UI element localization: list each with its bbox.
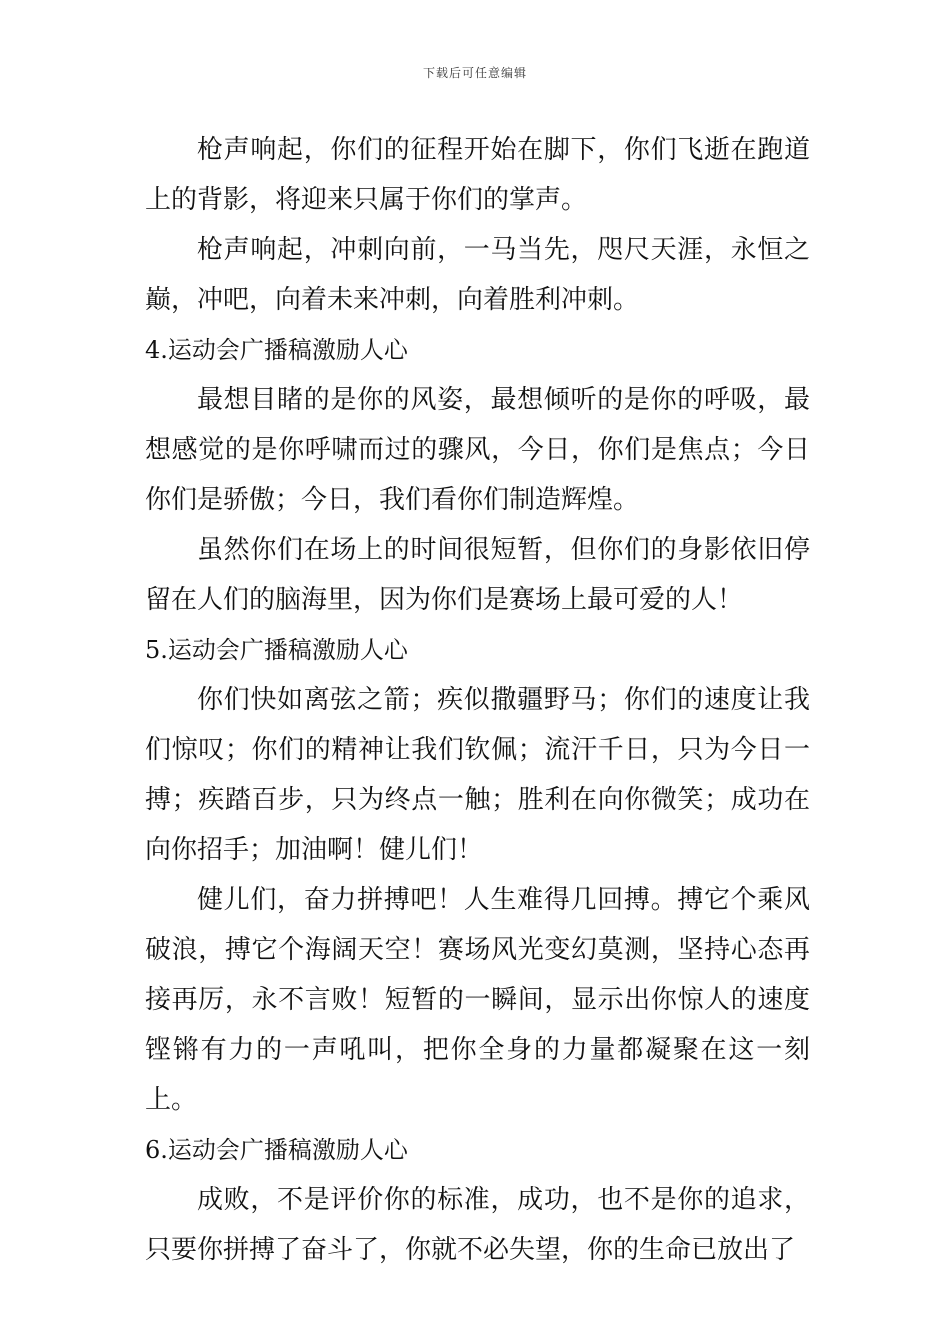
section-heading-6: 6.运动会广播稿激励人心 — [145, 1136, 408, 1164]
header-note: 下载后可任意编辑 — [422, 66, 527, 80]
paragraph-3: 最想目睹的是你的风姿，最想倾听的是你的呼吸，最想感觉的是你呼啸而过的骤风，今日，你们是焦点；今日你们是骄傲；今日，我们看你们制造辉煌。 — [145, 385, 810, 515]
paragraph-5: 你们快如离弦之箭；疾似撒疆野马；你们的速度让我们惊叹；你们的精神让我们钦佩；流汗千日，只为今日一搏；疾踏百步，只为终点一触；胜利在向你微笑；成功在向你招手；加油啊！健儿们！ — [145, 685, 810, 865]
section-heading-5: 5.运动会广播稿激励人心 — [145, 636, 408, 664]
paragraph-1: 枪声响起，你们的征程开始在脚下，你们飞逝在跑道上的背影，将迎来只属于你们的掌声。 — [145, 135, 810, 215]
paragraph-2: 枪声响起，冲刺向前，一马当先，咫尺天涯，永恒之巅，冲吧，向着未来冲刺，向着胜利冲刺。 — [145, 235, 810, 315]
paragraph-4: 虽然你们在场上的时间很短暂，但你们的身影依旧停留在人们的脑海里，因为你们是赛场上最可爱的人！ — [145, 535, 810, 615]
paragraph-6: 健儿们，奋力拼搏吧！人生难得几回搏。搏它个乘风破浪，搏它个海阔天空！赛场风光变幻莫测，坚持心态再接再厉，永不言败！短暂的一瞬间，显示出你惊人的速度铿锵有力的一声吼叫，把你全身的力量都凝聚在这一刻上。 — [145, 885, 810, 1115]
section-heading-4: 4.运动会广播稿激励人心 — [145, 336, 408, 364]
document-body — [145, 125, 810, 1275]
paragraph-7: 成败，不是评价你的标准，成功，也不是你的追求，只要你拼搏了奋斗了，你就不必失望，你的生命已放出了 — [145, 1185, 810, 1265]
